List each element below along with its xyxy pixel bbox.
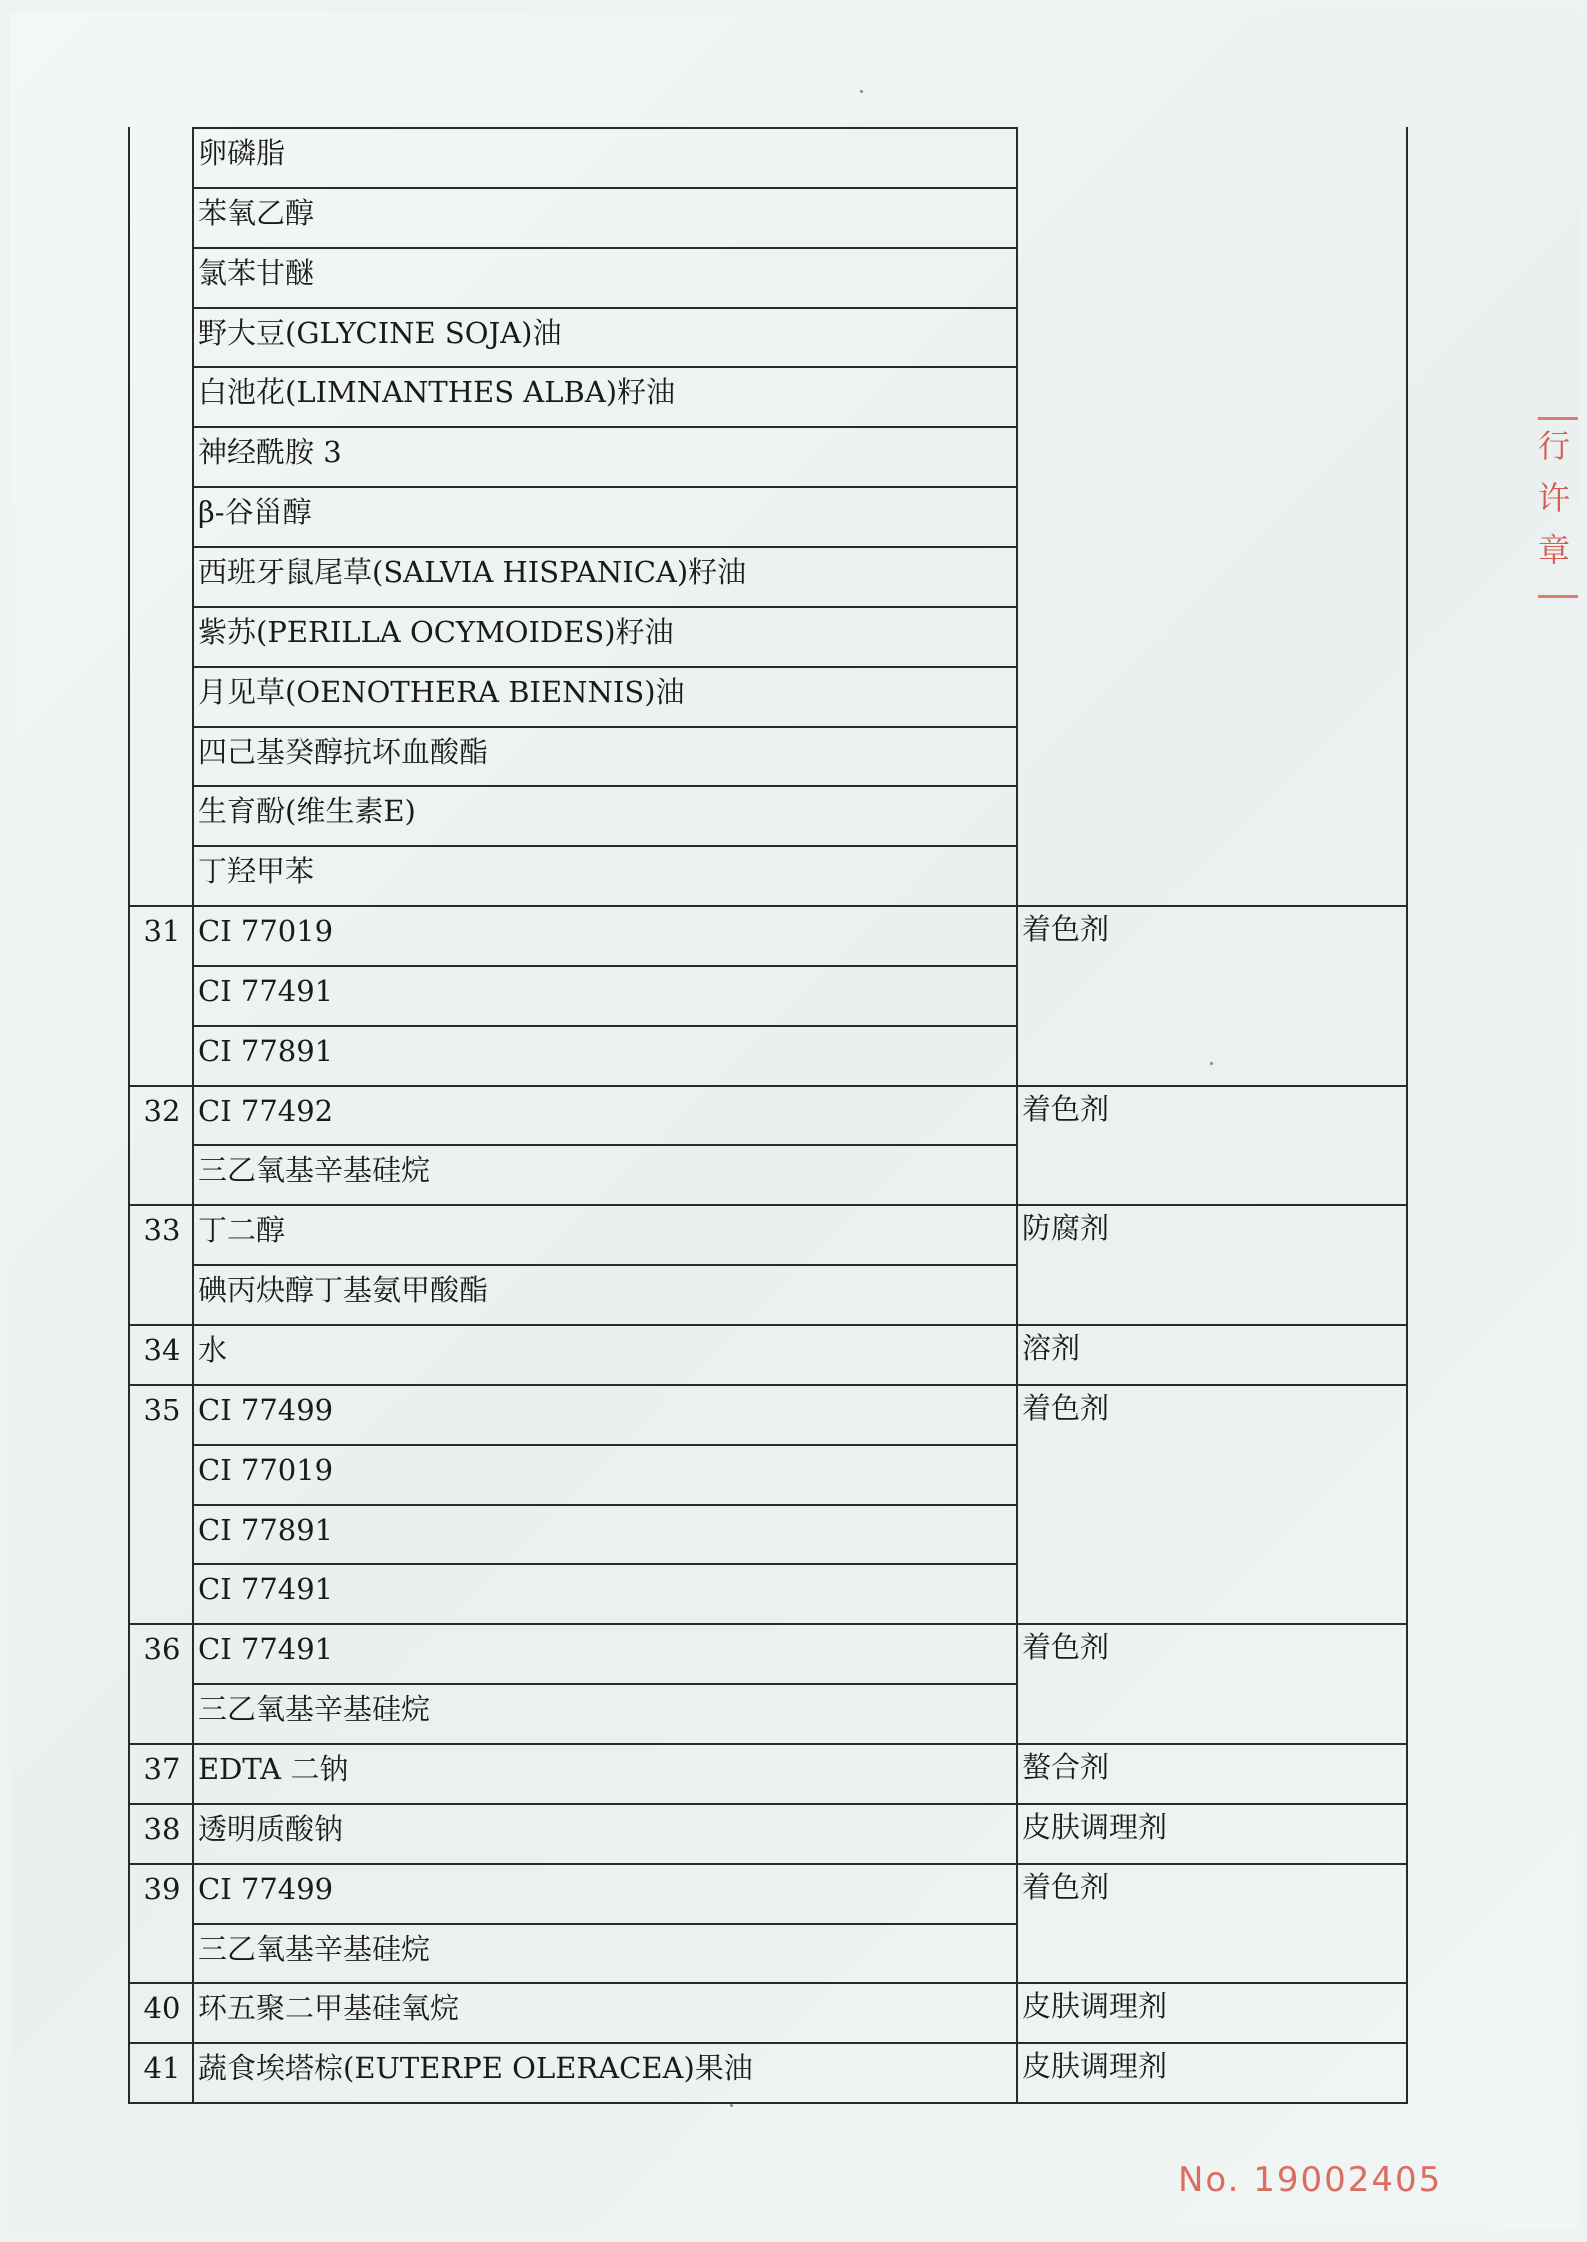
- group-divider: [128, 1743, 1408, 1745]
- group-divider: [128, 1085, 1408, 1087]
- ingredient-row-divider: [192, 666, 1018, 668]
- ingredient-row-divider: [192, 247, 1018, 249]
- function-label: 着色剂: [1022, 1390, 1110, 1425]
- speck: [1210, 1062, 1213, 1065]
- ingredient-name: β-谷甾醇: [198, 495, 312, 530]
- ingredient-row-divider: [192, 127, 1018, 129]
- ingredient-row-divider: [192, 187, 1018, 189]
- ingredient-name: 神经酰胺 3: [198, 435, 342, 470]
- function-label: 螯合剂: [1022, 1749, 1110, 1784]
- ingredient-name: 月见草(OENOTHERA BIENNIS)油: [198, 674, 685, 709]
- ingredient-row-divider: [192, 1025, 1018, 1027]
- ingredient-name: 氯苯甘醚: [198, 255, 315, 290]
- group-divider: [128, 2102, 1408, 2104]
- ingredient-name: 环五聚二甲基硅氧烷: [198, 1991, 460, 2026]
- table-border-left: [128, 127, 130, 2104]
- ingredient-name: 蔬食埃塔棕(EUTERPE OLERACEA)果油: [198, 2051, 753, 2086]
- function-label: 溶剂: [1022, 1331, 1081, 1365]
- ingredient-name: 碘丙炔醇丁基氨甲酸酯: [198, 1273, 489, 1308]
- row-number: 31: [143, 914, 181, 949]
- ingredient-row-divider: [192, 845, 1018, 847]
- ingredient-name: 三乙氧基辛基硅烷: [198, 1153, 431, 1188]
- ingredient-name: 丁二醇: [198, 1213, 286, 1248]
- row-number: 36: [143, 1632, 181, 1667]
- ingredient-name: 西班牙鼠尾草(SALVIA HISPANICA)籽油: [198, 554, 747, 589]
- ingredient-row-divider: [192, 606, 1018, 608]
- function-label: 着色剂: [1022, 1630, 1110, 1665]
- ingredient-name: 四己基癸醇抗坏血酸酯: [198, 734, 489, 769]
- ingredient-row-divider: [192, 1683, 1018, 1685]
- ingredient-name: 生育酚(维生素E): [198, 794, 416, 829]
- ingredient-name: 苯氧乙醇: [198, 195, 315, 230]
- ingredient-row-divider: [192, 726, 1018, 728]
- ingredient-name: 紫苏(PERILLA OCYMOIDES)籽油: [198, 614, 674, 649]
- table-border-right: [1406, 127, 1408, 2104]
- ingredient-row-divider: [192, 1923, 1018, 1925]
- ingredient-name: CI 77491: [198, 1572, 334, 1607]
- function-label: 皮肤调理剂: [1022, 1989, 1168, 2024]
- function-label: 防腐剂: [1022, 1211, 1110, 1246]
- ingredient-name: 野大豆(GLYCINE SOJA)油: [198, 315, 562, 350]
- ingredient-row-divider: [192, 1504, 1018, 1506]
- serial-number: No. 19002405: [1178, 2160, 1443, 2200]
- group-divider: [128, 1982, 1408, 1984]
- ingredient-name: 丁羟甲苯: [198, 854, 315, 889]
- ingredient-name: CI 77019: [198, 914, 334, 949]
- ingredient-row-divider: [192, 366, 1018, 368]
- ingredient-name: CI 77491: [198, 1632, 334, 1667]
- ingredient-name: 三乙氧基辛基硅烷: [198, 1692, 431, 1727]
- ingredient-row-divider: [192, 965, 1018, 967]
- ingredient-name: 白池花(LIMNANTHES ALBA)籽油: [198, 375, 676, 410]
- ingredient-row-divider: [192, 1144, 1018, 1146]
- function-label: 着色剂: [1022, 1091, 1110, 1126]
- group-divider: [128, 1623, 1408, 1625]
- row-number: 41: [143, 2051, 181, 2086]
- ingredient-row-divider: [192, 1264, 1018, 1266]
- ingredient-name: CI 77492: [198, 1093, 334, 1128]
- function-label: 皮肤调理剂: [1022, 1809, 1168, 1844]
- function-column-border: [1016, 127, 1018, 2104]
- group-divider: [128, 1803, 1408, 1805]
- ingredient-row-divider: [192, 546, 1018, 548]
- row-number: 32: [143, 1093, 181, 1128]
- speck: [730, 2104, 733, 2107]
- row-number: 40: [143, 1991, 181, 2026]
- ingredient-name: CI 77499: [198, 1392, 334, 1427]
- row-number: 37: [143, 1751, 181, 1786]
- ingredient-row-divider: [192, 1563, 1018, 1565]
- group-divider: [128, 1863, 1408, 1865]
- ingredient-name: CI 77019: [198, 1452, 334, 1487]
- ingredient-row-divider: [192, 426, 1018, 428]
- group-divider: [128, 2042, 1408, 2044]
- function-label: 着色剂: [1022, 912, 1110, 947]
- ingredient-row-divider: [192, 1444, 1018, 1446]
- ingredient-row-divider: [192, 486, 1018, 488]
- ingredient-name: EDTA 二钠: [198, 1751, 349, 1786]
- group-divider: [128, 1384, 1408, 1386]
- ingredient-name: 透明质酸钠: [198, 1811, 344, 1846]
- ingredient-name: CI 77891: [198, 1033, 334, 1068]
- ingredient-name: CI 77491: [198, 973, 334, 1008]
- ingredient-name: 三乙氧基辛基硅烷: [198, 1931, 431, 1966]
- ingredient-row-divider: [192, 307, 1018, 309]
- row-number: 33: [143, 1213, 181, 1248]
- ingredient-name: CI 77891: [198, 1512, 334, 1547]
- group-divider: [128, 905, 1408, 907]
- row-number: 38: [143, 1811, 181, 1846]
- group-divider: [128, 1204, 1408, 1206]
- ingredient-row-divider: [192, 785, 1018, 787]
- red-seal-stamp: 行 许 章: [1538, 417, 1578, 598]
- function-label: 着色剂: [1022, 1869, 1110, 1904]
- speck: [860, 90, 863, 93]
- document-page: [10, 12, 1578, 2230]
- row-number: 34: [143, 1333, 181, 1367]
- function-label: 皮肤调理剂: [1022, 2049, 1168, 2084]
- row-number: 35: [143, 1392, 181, 1427]
- ingredient-column-border: [192, 127, 194, 2104]
- row-number: 39: [143, 1871, 181, 1906]
- ingredient-name: CI 77499: [198, 1871, 334, 1906]
- ingredient-name: 水: [198, 1333, 228, 1367]
- group-divider: [128, 1324, 1408, 1326]
- ingredient-name: 卵磷脂: [198, 136, 286, 170]
